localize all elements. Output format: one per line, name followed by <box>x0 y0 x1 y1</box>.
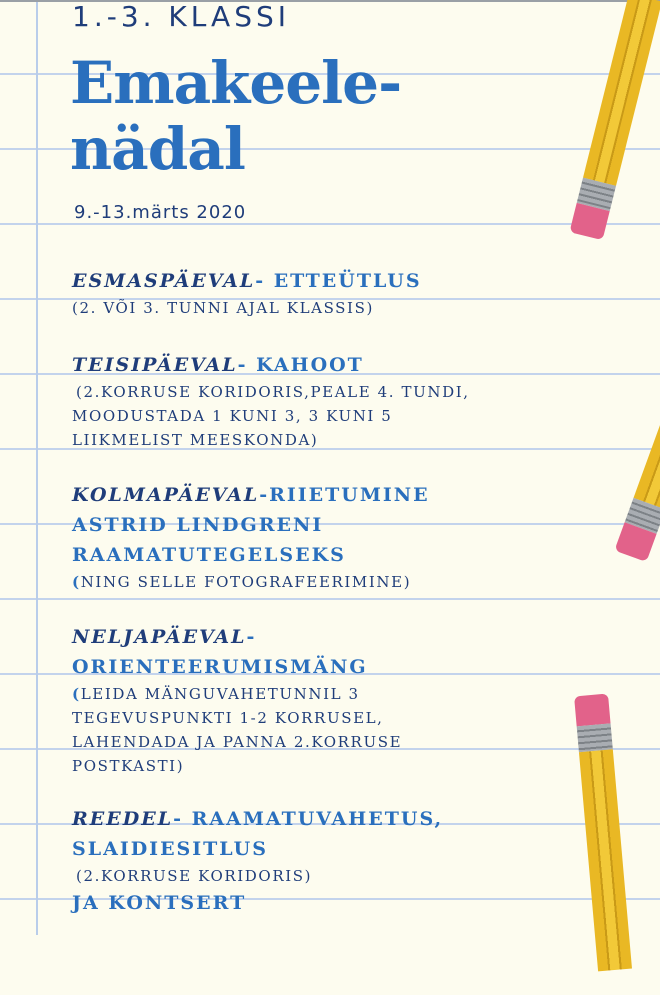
day-name: REEDEL <box>72 808 174 830</box>
day-name: NELJAPÄEVAL <box>72 626 247 648</box>
schedule-item-wednesday <box>72 480 472 594</box>
event-date: 9.-13.märts 2020 <box>74 202 247 223</box>
schedule-heading <box>72 804 492 864</box>
activity: - ORIENTEERUMISMÄNG <box>72 626 368 678</box>
activity-details: (2. VÕI 3. TUNNI AJAL KLASSIS) <box>72 299 374 317</box>
schedule-item-thursday <box>72 622 402 778</box>
schedule-item-monday <box>72 266 512 320</box>
title-line-2: nädal <box>70 115 245 183</box>
activity: -RIIETUMINE ASTRID LINDGRENI RAAMATUTEGELSEKS <box>72 484 430 566</box>
activity: - KAHOOT <box>237 354 364 376</box>
schedule-heading <box>72 350 512 380</box>
activity-details: (NING SELLE FOTOGRAFEERIMINE) <box>72 573 412 591</box>
schedule-heading <box>72 266 512 296</box>
activity: - RAAMATUVAHETUS, SLAIDIESITLUS <box>72 808 444 860</box>
page-title <box>70 50 430 182</box>
activity-details: (2.KORRUSE KORIDORIS,PEALE 4. TUNDI, MOODUSTADA 1 KUNI 3, 3 KUNI 5 LIIKMELIST MEESKONDA) <box>72 383 470 449</box>
schedule-heading <box>72 480 472 570</box>
title-line-1: Emakeele- <box>70 49 402 117</box>
day-name: KOLMAPÄEVAL <box>72 484 260 506</box>
schedule-item-tuesday <box>72 350 512 452</box>
schedule-heading <box>72 622 402 682</box>
day-name: ESMASPÄEVAL <box>72 270 256 292</box>
grade-label: 1.-3. KLASSI <box>72 0 290 33</box>
day-name: TEISIPÄEVAL <box>72 354 238 376</box>
schedule-item-friday <box>72 804 492 918</box>
activity-extra: JA KONTSERT <box>72 892 247 914</box>
activity-details: (2.KORRUSE KORIDORIS) <box>76 867 313 885</box>
activity-details: (LEIDA MÄNGUVAHETUNNIL 3 TEGEVUSPUNKTI 1-2 KORRUSEL, LAHENDADA JA PANNA 2.KORRUSE POSTKASTI) <box>72 685 403 775</box>
activity: - ETTEÜTLUS <box>255 270 422 292</box>
